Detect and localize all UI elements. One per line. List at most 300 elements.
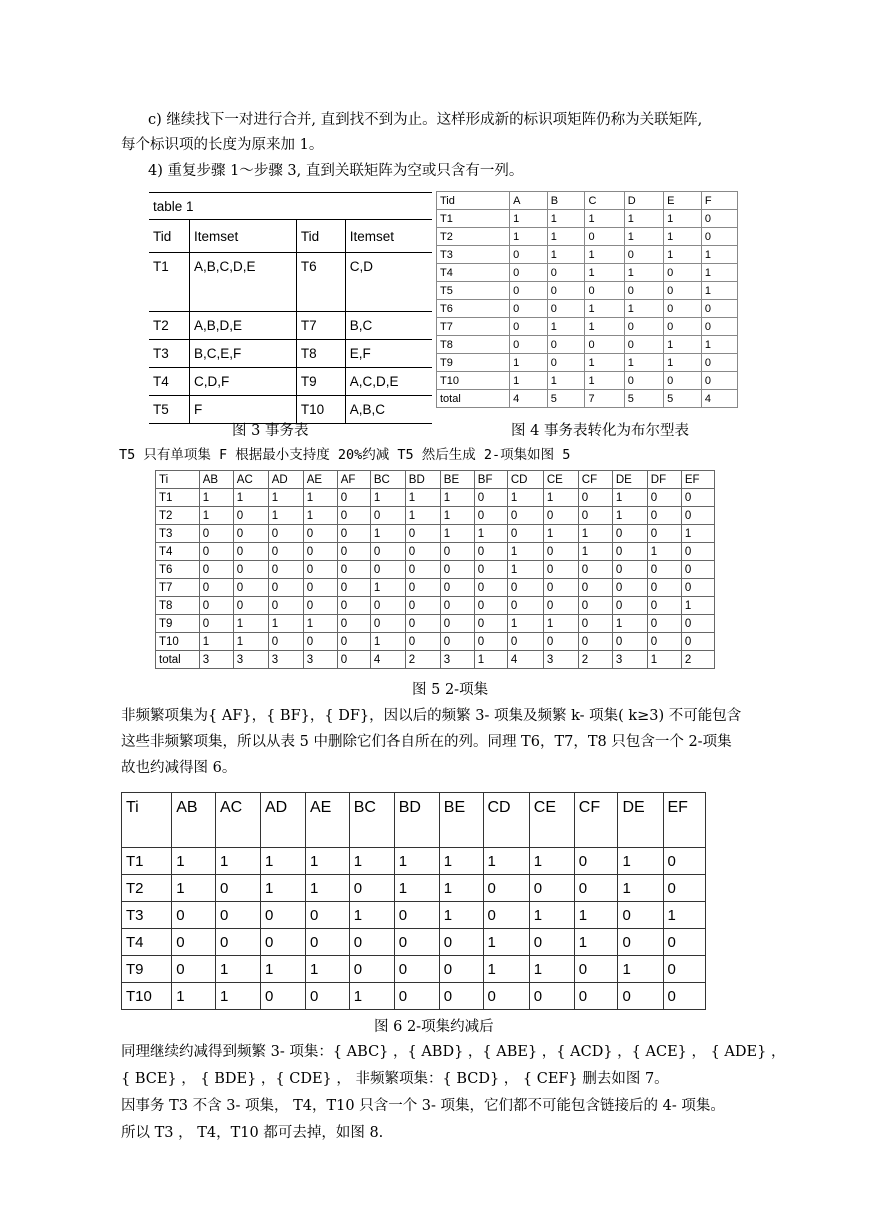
table-cell: 0: [215, 929, 260, 956]
table-cell: 1: [510, 228, 548, 246]
table-cell: T5: [149, 396, 190, 424]
table-cell: 0: [647, 507, 681, 525]
table-cell: 0: [349, 929, 394, 956]
table-cell: 1: [543, 615, 578, 633]
table-cell: 1: [612, 615, 647, 633]
table-cell: 0: [647, 525, 681, 543]
table-cell: 1: [306, 956, 350, 983]
paragraph-infrequent-line3: 故也约减得图 6。: [121, 760, 237, 776]
table-cell: 1: [510, 354, 548, 372]
column-header: AD: [268, 471, 303, 489]
table-row: [437, 372, 738, 390]
column-header: BE: [440, 471, 474, 489]
table-cell: 0: [507, 525, 543, 543]
table-row: [156, 597, 715, 615]
table-cell: 0: [612, 579, 647, 597]
table-cell: 0: [199, 543, 233, 561]
paragraph-step4: 4) 重复步骤 1～步骤 3, 直到关联矩阵为空或只含有一列。: [148, 163, 524, 179]
paragraph-same-line1: 同理继续约减得到频繁 3- 项集：{ ABC} ，{ ABD} ，{ ABE} ，{ ACD} ，{ ACE} ， { ADE} ，: [121, 1044, 786, 1060]
table-cell: 0: [215, 875, 260, 902]
table-row: [437, 264, 738, 282]
table-cell: T4: [149, 368, 190, 396]
row-label: T10: [122, 983, 172, 1010]
table-row: [156, 633, 715, 651]
table-cell: 0: [405, 633, 440, 651]
table-cell: 0: [439, 983, 483, 1010]
column-header: F: [701, 192, 737, 210]
column-header: Itemset: [345, 220, 432, 253]
table-cell: 1: [585, 318, 624, 336]
table-cell: 0: [405, 561, 440, 579]
table-cell: 0: [306, 902, 350, 929]
table-cell: 0: [337, 543, 370, 561]
table-cell: 0: [510, 300, 548, 318]
table-cell: 7: [585, 390, 624, 408]
table-cell: 0: [578, 633, 612, 651]
table-cell: E,F: [345, 340, 432, 368]
table-cell: 0: [529, 875, 574, 902]
table-cell: 0: [701, 228, 737, 246]
caption-fig4: 图 4 事务表转化为布尔型表: [511, 423, 689, 439]
table-cell: 0: [474, 597, 507, 615]
table-row: [156, 507, 715, 525]
table-cell: 0: [507, 633, 543, 651]
column-header: E: [664, 192, 702, 210]
table-cell: 0: [547, 354, 585, 372]
column-header: BC: [349, 793, 394, 848]
table-cell: 0: [233, 507, 268, 525]
row-label: T8: [437, 336, 510, 354]
column-header: DE: [612, 471, 647, 489]
table-cell: 1: [370, 525, 405, 543]
table-cell: 0: [578, 615, 612, 633]
table-cell: 0: [306, 929, 350, 956]
table-cell: 1: [233, 633, 268, 651]
table-cell: 0: [440, 543, 474, 561]
table-cell: 1: [681, 597, 714, 615]
table-cell: 0: [233, 597, 268, 615]
table-cell: 1: [624, 228, 663, 246]
column-header: CD: [483, 793, 529, 848]
table-cell: 0: [483, 983, 529, 1010]
table-cell: 0: [543, 561, 578, 579]
table-cell: 1: [701, 264, 737, 282]
table-cell: 1: [349, 902, 394, 929]
table-cell: 0: [474, 507, 507, 525]
column-header: DE: [618, 793, 663, 848]
table-cell: 0: [612, 543, 647, 561]
table-cell: 3: [233, 651, 268, 669]
table-cell: 2: [681, 651, 714, 669]
column-header: DF: [647, 471, 681, 489]
table-cell: 1: [474, 525, 507, 543]
table-cell: 1: [199, 633, 233, 651]
table-cell: 0: [483, 902, 529, 929]
column-header: AD: [260, 793, 305, 848]
column-header: D: [624, 192, 663, 210]
table-cell: 0: [233, 579, 268, 597]
table-cell: 0: [370, 507, 405, 525]
table-cell: 0: [337, 507, 370, 525]
row-label: T10: [437, 372, 510, 390]
table-cell: 1: [612, 489, 647, 507]
table-cell: 1: [664, 228, 702, 246]
table-cell: 1: [664, 246, 702, 264]
table-cell: 1: [624, 210, 663, 228]
table-cell: 1: [215, 983, 260, 1010]
table-cell: 0: [585, 282, 624, 300]
table-cell: 1: [543, 489, 578, 507]
row-label: T2: [122, 875, 172, 902]
table-cell: 0: [303, 633, 337, 651]
column-header: A: [510, 192, 548, 210]
table-cell: 0: [510, 318, 548, 336]
table-cell: 1: [440, 525, 474, 543]
table-cell: 0: [474, 561, 507, 579]
column-header: Tid: [437, 192, 510, 210]
table-cell: 0: [681, 489, 714, 507]
column-header: Itemset: [190, 220, 297, 253]
table-cell: 3: [303, 651, 337, 669]
column-header: AB: [172, 793, 216, 848]
table-cell: 0: [303, 579, 337, 597]
row-label: T6: [156, 561, 200, 579]
table-cell: 1: [618, 848, 663, 875]
row-label: T2: [156, 507, 200, 525]
table-cell: A,C,D,E: [345, 368, 432, 396]
table-cell: 5: [664, 390, 702, 408]
table-cell: 1: [268, 615, 303, 633]
row-label: T1: [437, 210, 510, 228]
table-cell: 0: [337, 651, 370, 669]
row-label: T1: [122, 848, 172, 875]
table-cell: 5: [547, 390, 585, 408]
table-cell: 1: [664, 354, 702, 372]
table-cell: 0: [574, 983, 618, 1010]
column-header: CD: [507, 471, 543, 489]
table-cell: 0: [585, 336, 624, 354]
table-cell: A,B,C,D,E: [190, 253, 297, 312]
table-cell: 0: [664, 264, 702, 282]
column-header: CE: [543, 471, 578, 489]
column-header: BE: [439, 793, 483, 848]
table-row: [437, 318, 738, 336]
table-cell: 0: [701, 372, 737, 390]
table-row: [156, 579, 715, 597]
table-cell: 0: [543, 507, 578, 525]
table-cell: 1: [439, 902, 483, 929]
boolean-table: [436, 191, 738, 408]
table-cell: 0: [510, 282, 548, 300]
table-cell: 0: [439, 956, 483, 983]
table-cell: 0: [578, 489, 612, 507]
table-row: [122, 983, 706, 1010]
table-cell: F: [190, 396, 297, 424]
table-cell: 0: [507, 597, 543, 615]
table-cell: 1: [507, 489, 543, 507]
table-cell: 0: [268, 525, 303, 543]
table-cell: 0: [172, 902, 216, 929]
table-cell: 1: [507, 561, 543, 579]
table-cell: 4: [370, 651, 405, 669]
row-label: T3: [437, 246, 510, 264]
table-cell: 0: [439, 929, 483, 956]
table-cell: 0: [370, 597, 405, 615]
row-label: T3: [122, 902, 172, 929]
table-row: [156, 489, 715, 507]
table-cell: 0: [483, 875, 529, 902]
table-cell: 1: [405, 507, 440, 525]
table-cell: A,B,C: [345, 396, 432, 424]
table-cell: 1: [547, 210, 585, 228]
table-cell: 0: [306, 983, 350, 1010]
table-cell: 1: [440, 489, 474, 507]
table-cell: 1: [547, 228, 585, 246]
table-cell: 1: [510, 372, 548, 390]
table-cell: 0: [268, 633, 303, 651]
table-cell: 0: [681, 561, 714, 579]
table-row: [156, 543, 715, 561]
table-cell: 0: [405, 543, 440, 561]
table-cell: 0: [618, 983, 663, 1010]
row-label: T4: [122, 929, 172, 956]
table-row: [437, 300, 738, 318]
table-cell: 4: [701, 390, 737, 408]
table-cell: 1: [585, 246, 624, 264]
table-cell: 1: [647, 651, 681, 669]
table-cell: 1: [574, 902, 618, 929]
table-cell: 0: [578, 579, 612, 597]
table-row: [437, 354, 738, 372]
table-cell: 0: [337, 525, 370, 543]
table-cell: 0: [543, 633, 578, 651]
table-cell: 0: [663, 848, 706, 875]
table-cell: 1: [199, 489, 233, 507]
transaction-table: [149, 192, 432, 424]
table-row: [437, 282, 738, 300]
table-cell: 0: [440, 615, 474, 633]
table-cell: 1: [510, 210, 548, 228]
table-cell: T8: [296, 340, 345, 368]
table-cell: 1: [370, 489, 405, 507]
table-cell: 1: [394, 848, 439, 875]
paragraph-t5-note: T5 只有单项集 F 根据最小支持度 20%约减 T5 然后生成 2-项集如图 5: [119, 447, 571, 463]
table-row: [437, 228, 738, 246]
table-cell: 0: [440, 561, 474, 579]
table-cell: 0: [337, 489, 370, 507]
table-row: [149, 253, 432, 312]
table-cell: 0: [405, 525, 440, 543]
table-cell: 1: [233, 615, 268, 633]
table-cell: 0: [664, 318, 702, 336]
table-cell: 0: [370, 543, 405, 561]
table-cell: 0: [510, 336, 548, 354]
table-row: [122, 929, 706, 956]
table-cell: 0: [440, 579, 474, 597]
table-cell: 0: [681, 633, 714, 651]
paragraph-because-line2: 所以 T3 ， T4，T10 都可去掉，如图 8.: [121, 1125, 384, 1141]
table-cell: 1: [370, 633, 405, 651]
table-cell: 1: [268, 489, 303, 507]
table-cell: 0: [337, 561, 370, 579]
table-cell: 0: [268, 543, 303, 561]
column-header: Tid: [296, 220, 345, 253]
table-title: table 1: [149, 193, 432, 220]
table-cell: 1: [172, 875, 216, 902]
column-header: EF: [681, 471, 714, 489]
table-cell: 0: [664, 282, 702, 300]
table-cell: 1: [547, 318, 585, 336]
table-cell: 1: [440, 507, 474, 525]
table-cell: 0: [547, 264, 585, 282]
paragraph-c-line2: 每个标识项的长度为原来加 1。: [121, 137, 324, 153]
column-header: AC: [233, 471, 268, 489]
table-cell: 0: [585, 228, 624, 246]
table-cell: 0: [618, 902, 663, 929]
table-cell: 1: [681, 525, 714, 543]
table-row: [437, 390, 738, 408]
table-cell: 0: [233, 561, 268, 579]
table-cell: 1: [547, 246, 585, 264]
table-cell: 0: [574, 875, 618, 902]
table-cell: 0: [337, 615, 370, 633]
table-cell: 0: [701, 300, 737, 318]
table-cell: 0: [394, 902, 439, 929]
column-header: B: [547, 192, 585, 210]
table-cell: 0: [199, 561, 233, 579]
table-cell: 0: [612, 597, 647, 615]
table-cell: 1: [574, 929, 618, 956]
table-row: [437, 210, 738, 228]
table-cell: 0: [612, 633, 647, 651]
table-cell: 0: [647, 579, 681, 597]
table-cell: 0: [547, 282, 585, 300]
table-cell: 2: [578, 651, 612, 669]
table-cell: C,D,F: [190, 368, 297, 396]
table-cell: 5: [624, 390, 663, 408]
table-cell: 1: [349, 983, 394, 1010]
table-cell: 0: [578, 507, 612, 525]
table-cell: 1: [215, 848, 260, 875]
row-label: T7: [437, 318, 510, 336]
column-header: Tid: [149, 220, 190, 253]
table-cell: 1: [585, 354, 624, 372]
table-cell: 0: [543, 543, 578, 561]
table-cell: 0: [507, 507, 543, 525]
table-cell: 0: [547, 336, 585, 354]
table-row: [437, 336, 738, 354]
table-cell: 1: [543, 525, 578, 543]
table-cell: 1: [172, 848, 216, 875]
table-cell: 0: [681, 615, 714, 633]
table-cell: 0: [663, 983, 706, 1010]
table-cell: T1: [149, 253, 190, 312]
table-row: [149, 368, 432, 396]
table-cell: 1: [303, 615, 337, 633]
table-cell: T9: [296, 368, 345, 396]
table-cell: 0: [268, 597, 303, 615]
table-cell: 0: [647, 633, 681, 651]
table-cell: 0: [612, 525, 647, 543]
table-cell: 1: [233, 489, 268, 507]
table-cell: 0: [172, 929, 216, 956]
row-label: total: [437, 390, 510, 408]
table-cell: 1: [664, 210, 702, 228]
table-cell: 0: [510, 246, 548, 264]
paragraph-same-line2: { BCE} ， { BDE} ，{ CDE} ， 非频繁项集：{ BCD} ， { CEF} 删去如图 7。: [121, 1071, 669, 1087]
table-cell: 0: [624, 246, 663, 264]
table-cell: 0: [624, 318, 663, 336]
table-cell: 0: [663, 875, 706, 902]
table-cell: 1: [483, 929, 529, 956]
table-cell: 1: [624, 264, 663, 282]
table-cell: A,B,D,E: [190, 312, 297, 340]
table-cell: B,C: [345, 312, 432, 340]
row-label: T7: [156, 579, 200, 597]
table-cell: 0: [529, 983, 574, 1010]
table-cell: 0: [663, 929, 706, 956]
table-cell: 0: [681, 543, 714, 561]
table-cell: B,C,E,F: [190, 340, 297, 368]
table-cell: 0: [233, 543, 268, 561]
row-label: T5: [437, 282, 510, 300]
table-cell: 0: [199, 579, 233, 597]
table-cell: 0: [624, 282, 663, 300]
table-cell: 0: [260, 983, 305, 1010]
table-cell: 1: [585, 372, 624, 390]
table-cell: 3: [440, 651, 474, 669]
table-cell: 0: [624, 372, 663, 390]
table-cell: 0: [647, 561, 681, 579]
row-label: T6: [437, 300, 510, 318]
table-cell: 1: [172, 983, 216, 1010]
table-cell: 0: [510, 264, 548, 282]
column-header: AF: [337, 471, 370, 489]
table-cell: 0: [440, 597, 474, 615]
table-cell: 0: [474, 543, 507, 561]
table-cell: 2: [405, 651, 440, 669]
table-cell: 0: [474, 489, 507, 507]
table-cell: T2: [149, 312, 190, 340]
table-cell: 0: [474, 615, 507, 633]
row-label: T8: [156, 597, 200, 615]
row-label: total: [156, 651, 200, 669]
table-cell: T7: [296, 312, 345, 340]
table-cell: 0: [543, 579, 578, 597]
table-cell: 0: [701, 210, 737, 228]
table-cell: 0: [507, 579, 543, 597]
table-cell: 1: [701, 336, 737, 354]
table-cell: 0: [440, 633, 474, 651]
table-cell: 0: [664, 300, 702, 318]
column-header: BF: [474, 471, 507, 489]
column-header: AC: [215, 793, 260, 848]
table-row: [122, 956, 706, 983]
table-cell: 0: [172, 956, 216, 983]
table-cell: 1: [260, 848, 305, 875]
table-row: [156, 525, 715, 543]
table-cell: 0: [260, 902, 305, 929]
table-cell: 0: [547, 300, 585, 318]
table-cell: 1: [199, 507, 233, 525]
table-cell: 0: [681, 507, 714, 525]
table-cell: 0: [647, 615, 681, 633]
table-cell: 1: [215, 956, 260, 983]
table-cell: 1: [585, 264, 624, 282]
table-cell: 1: [647, 543, 681, 561]
table-cell: 1: [306, 875, 350, 902]
table-cell: 0: [624, 336, 663, 354]
